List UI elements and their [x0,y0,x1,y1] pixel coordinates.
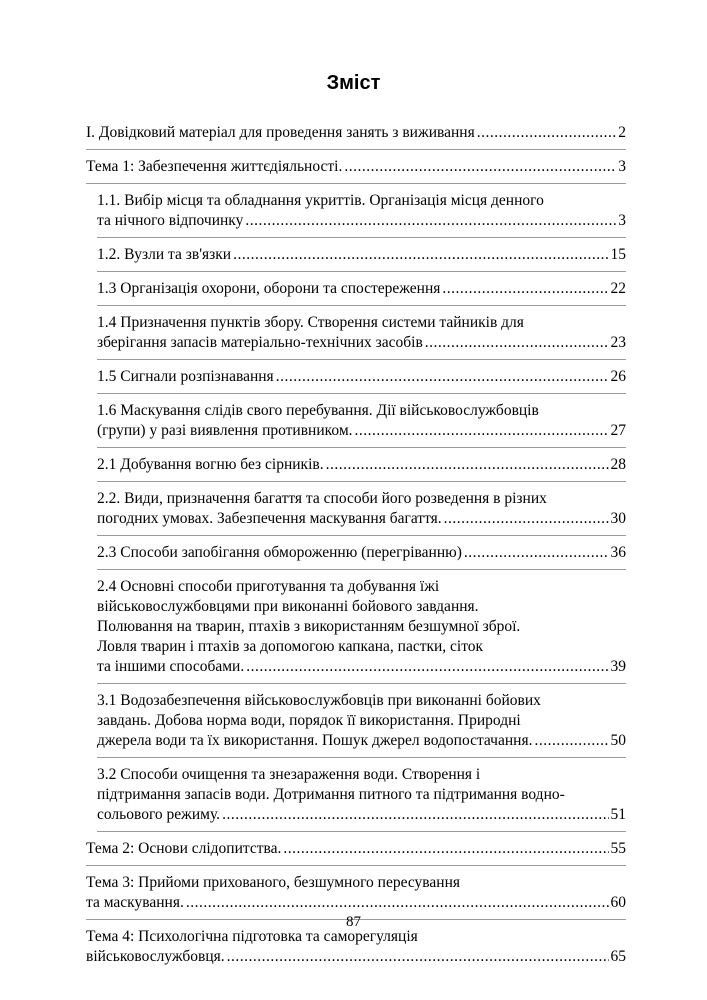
dot-leader [326,455,609,475]
toc-entry[interactable] [86,123,626,150]
toc-entry-line: 2.4 Основні способи приготування та добування їжі [97,578,440,595]
toc-entry-text: Тема 1: Забезпечення життєдіяльності. [86,158,343,175]
toc-entry-text: 1.2. Вузли та зв'язки [97,246,232,263]
toc-entry-text: військовослужбовця. [86,948,225,965]
toc-entry-text: 2.1 Добування вогню без сірників. [97,456,324,473]
toc-entry-text: І. Довідковий матеріал для проведення занять з виживання [86,124,475,141]
toc-page-number: 22 [610,280,626,297]
toc-entry[interactable] [97,577,626,684]
toc-entry-last-line [97,367,626,387]
dot-leader [425,333,609,353]
toc-page-number: 60 [610,894,626,911]
dot-leader [276,367,609,387]
toc-entry-text: (групи) у разі виявлення противником. [97,422,353,439]
table-of-contents [86,123,626,980]
toc-entry-last-line [97,455,626,475]
toc-entry-last-line [97,245,626,265]
toc-page-number: 36 [610,544,626,561]
toc-entry-line: 3.2 Способи очищення та знезараження води. Створення і [97,766,481,783]
dot-leader [464,543,609,563]
toc-entry[interactable] [97,489,626,536]
toc-page-number: 28 [610,456,626,473]
dot-leader [444,509,609,529]
toc-entry-last-line [97,509,626,529]
toc-entry-text: джерела води та їх використання. Пошук джерел водопостачання. [97,732,533,749]
toc-entry[interactable] [86,839,626,866]
toc-page-number: 3 [618,212,626,229]
toc-page-number: 30 [610,510,626,527]
toc-page-number: 39 [610,658,626,675]
toc-entry-text: сольового режиму. [97,806,221,823]
toc-entry[interactable] [97,543,626,570]
toc-entry-last-line [97,543,626,563]
toc-entry-line: 1.1. Вибір місця та обладнання укриттів. Організація місця денного [97,192,544,209]
toc-entry-line: Тема 4: Психологічна підготовка та саморегуляція [86,928,418,945]
toc-entry-text: та іншими способами. [97,658,245,675]
toc-page-number: 27 [610,422,626,439]
toc-entry-last-line [97,279,626,299]
toc-entry[interactable] [97,313,626,360]
toc-entry[interactable] [97,765,626,832]
toc-entry-last-line [86,893,626,913]
toc-entry[interactable] [97,367,626,394]
toc-entry-line: 3.1 Водозабезпечення військовослужбовців при виконанні бойових [97,692,541,709]
toc-entry-last-line [97,657,626,677]
toc-page-number: 23 [610,334,626,351]
dot-leader [477,123,617,143]
dot-leader [246,657,608,677]
toc-entry-line: 1.4 Призначення пунктів збору. Створення системи тайників для [97,314,524,331]
dot-leader [283,839,608,859]
toc-page-number: 26 [610,368,626,385]
toc-entry-text: 2.3 Способи запобігання обмороженню (перегріванню) [97,544,462,561]
toc-page-number: 2 [618,124,626,141]
toc-page-number: 51 [610,806,626,823]
toc-entry-last-line [97,805,626,825]
toc-entry-text: та нічного відпочинку [97,212,244,229]
toc-entry[interactable] [86,927,626,973]
dot-leader [227,947,609,967]
dot-leader [222,805,608,825]
dot-leader [233,245,608,265]
toc-entry-line: Ловля тварин і птахів за допомогою капкана, пастки, сіток [97,638,484,655]
toc-entry[interactable] [97,245,626,272]
toc-entry-line: Тема 3: Прийоми прихованого, безшумного пересування [86,874,461,891]
toc-page-number: 55 [610,840,626,857]
toc-entry[interactable] [97,691,626,758]
page-title: Зміст [326,72,381,94]
toc-entry-text: погодних умовах. Забезпечення маскування багаття. [97,510,442,527]
toc-page-number: 3 [618,158,626,175]
toc-entry-last-line [97,333,626,353]
toc-entry-line: військовослужбовцями при виконанні бойового завдання. [97,598,479,615]
toc-entry-line: підтримання запасів води. Дотримання питного та підтримання водно- [97,786,565,803]
toc-entry-text: 1.5 Сигнали розпізнавання [97,368,274,385]
toc-entry-last-line [86,123,626,143]
toc-entry-text: зберігання запасів матеріально-технічних засобів [97,334,423,351]
dot-leader [186,893,609,913]
toc-entry-last-line [86,839,626,859]
toc-entry[interactable] [97,401,626,448]
toc-entry-line: Полювання на тварин, птахів з використанням безшумної зброї. [97,618,521,635]
dot-leader [442,279,608,299]
toc-entry-last-line [86,157,626,177]
dot-leader [534,731,608,751]
toc-entry-line: 1.6 Маскування слідів свого перебування. Дії військовослужбовців [97,402,539,419]
toc-entry-text: Тема 2: Основи слідопитства. [86,840,282,857]
toc-page-number: 65 [610,948,626,965]
dot-leader [344,157,616,177]
toc-entry-last-line [97,731,626,751]
dot-leader [355,421,609,441]
toc-page-number: 50 [610,732,626,749]
toc-entry-line: 2.2. Види, призначення багаття та способи його розведення в різних [97,490,547,507]
page-number: 87 [346,914,361,930]
toc-entry-last-line [97,211,626,231]
dot-leader [245,211,616,231]
toc-entry-last-line [97,421,626,441]
toc-entry[interactable] [86,157,626,184]
toc-entry-last-line [86,947,626,967]
toc-entry-line: завдань. Добова норма води, порядок її використання. Природні [97,712,521,729]
toc-entry-text: 1.3 Організація охорони, оборони та спостереження [97,280,441,297]
toc-entry[interactable] [97,455,626,482]
toc-entry[interactable] [97,191,626,238]
toc-entry-text: та маскування. [86,894,184,911]
toc-page-number: 15 [610,246,626,263]
toc-entry[interactable] [97,279,626,306]
